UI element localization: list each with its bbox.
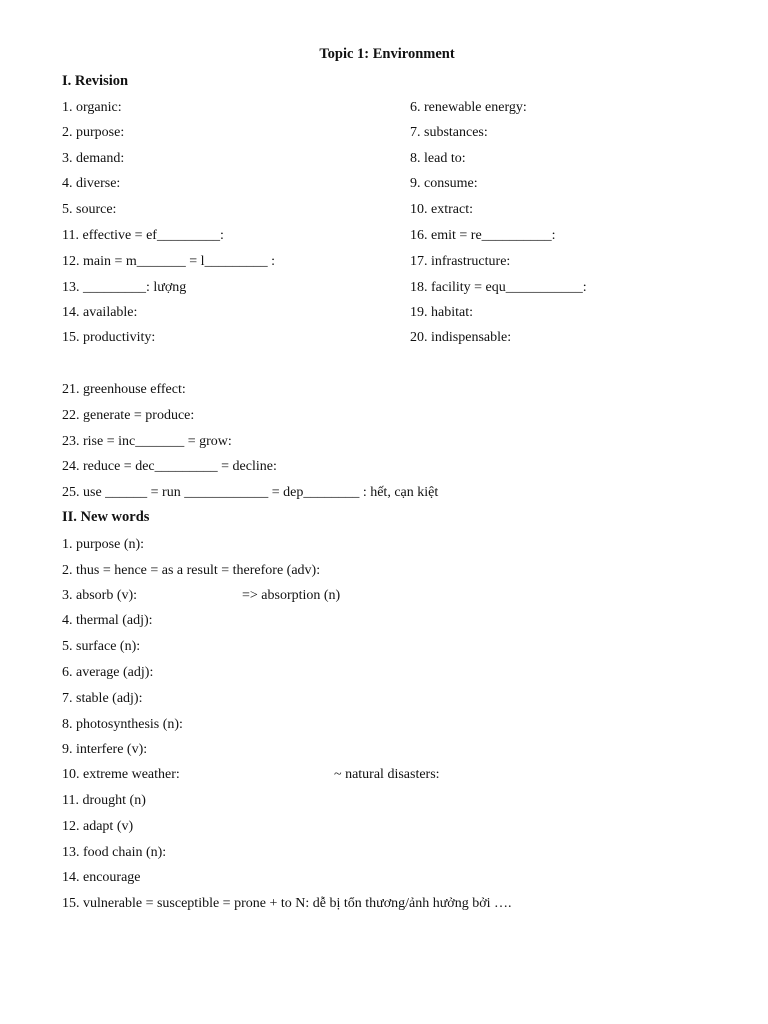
revision-item: 6. renewable energy: bbox=[410, 100, 527, 115]
new-word-item: 12. adapt (v) bbox=[62, 819, 134, 834]
revision-item: 25. use ______ = run ____________ = dep________ : hết, cạn kiệt bbox=[62, 485, 439, 500]
new-word-item: 5. surface (n): bbox=[62, 639, 141, 654]
revision-item: 17. infrastructure: bbox=[410, 254, 511, 269]
revision-item: 18. facility = equ___________: bbox=[410, 280, 587, 295]
new-word-item: 3. absorb (v): bbox=[62, 588, 138, 603]
revision-item: 9. consume: bbox=[410, 176, 478, 191]
new-word-item: 8. photosynthesis (n): bbox=[62, 717, 183, 732]
revision-item: 8. lead to: bbox=[410, 151, 466, 166]
page-title: Topic 1: Environment bbox=[319, 46, 455, 62]
new-word-note: ~ natural disasters: bbox=[334, 767, 440, 782]
revision-item: 14. available: bbox=[62, 305, 138, 320]
revision-item: 15. productivity: bbox=[62, 330, 156, 345]
revision-item: 7. substances: bbox=[410, 125, 488, 140]
revision-item: 22. generate = produce: bbox=[62, 408, 195, 423]
new-word-item: 4. thermal (adj): bbox=[62, 613, 153, 628]
revision-item: 2. purpose: bbox=[62, 125, 125, 140]
new-word-item: 9. interfere (v): bbox=[62, 742, 148, 757]
revision-item: 3. demand: bbox=[62, 151, 125, 166]
new-word-item: 7. stable (adj): bbox=[62, 691, 143, 706]
revision-item: 12. main = m_______ = l_________ : bbox=[62, 254, 275, 269]
revision-item: 1. organic: bbox=[62, 100, 122, 115]
new-word-item: 10. extreme weather: bbox=[62, 767, 180, 782]
revision-item: 4. diverse: bbox=[62, 176, 121, 191]
revision-item: 16. emit = re__________: bbox=[410, 228, 556, 243]
revision-item: 19. habitat: bbox=[410, 305, 473, 320]
new-word-item: 2. thus = hence = as a result = therefore (adv): bbox=[62, 563, 321, 578]
new-word-note: => absorption (n) bbox=[242, 588, 341, 603]
revision-item: 24. reduce = dec_________ = decline: bbox=[62, 459, 277, 474]
revision-item: 20. indispensable: bbox=[410, 330, 512, 345]
new-word-item: 6. average (adj): bbox=[62, 665, 154, 680]
new-word-item: 14. encourage bbox=[62, 870, 141, 885]
revision-item: 23. rise = inc_______ = grow: bbox=[62, 434, 232, 449]
revision-item: 13. _________: lượng bbox=[62, 280, 187, 295]
new-word-item: 13. food chain (n): bbox=[62, 845, 167, 860]
revision-item: 10. extract: bbox=[410, 202, 473, 217]
revision-item: 21. greenhouse effect: bbox=[62, 382, 186, 397]
new-word-item: 15. vulnerable = susceptible = prone + to N: dễ bị tổn thương/ảnh hưởng bởi …. bbox=[62, 896, 512, 911]
section-heading-new-words: II. New words bbox=[62, 509, 150, 525]
section-heading-revision: I. Revision bbox=[62, 73, 129, 89]
revision-item: 5. source: bbox=[62, 202, 117, 217]
new-word-item: 11. drought (n) bbox=[62, 793, 146, 808]
new-word-item: 1. purpose (n): bbox=[62, 537, 145, 552]
revision-item: 11. effective = ef_________: bbox=[62, 228, 224, 243]
